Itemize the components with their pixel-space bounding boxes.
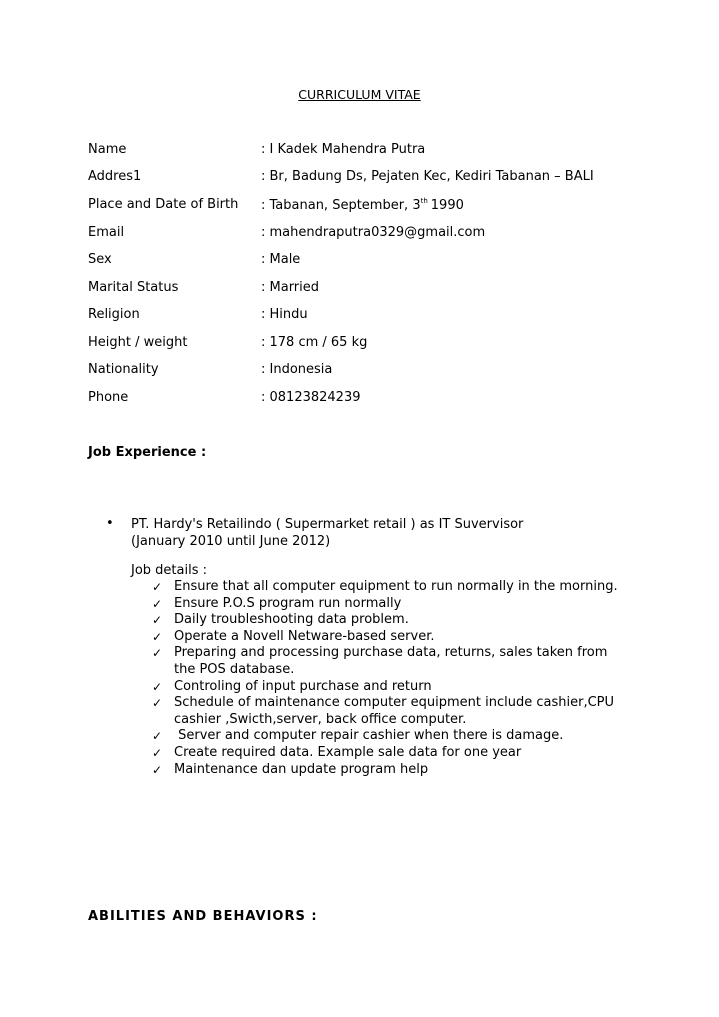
list-item	[152, 629, 632, 646]
info-row-phone	[88, 390, 688, 408]
checkmark-icon: ✓	[152, 679, 163, 694]
detail-text: Create required data. Example sale data for one year	[174, 744, 522, 760]
job-company: PT. Hardy's Retailindo ( Supermarket retail ) as IT Suvervisor	[131, 517, 524, 532]
info-label: Marital Status	[88, 280, 179, 295]
checkmark-icon: ✓	[152, 580, 163, 594]
page-title: CURRICULUM VITAE	[298, 87, 421, 102]
info-label: Name	[88, 142, 127, 157]
checkmark-icon: ✓	[152, 729, 163, 744]
info-row-height-weight	[88, 335, 688, 353]
detail-text: Daily troubleshooting data problem.	[174, 612, 409, 628]
info-row-birth	[88, 197, 688, 215]
checkmark-icon: ✓	[152, 646, 163, 661]
abilities-heading: ABILITIES AND BEHAVIORS :	[88, 909, 318, 924]
info-value: : Hindu	[261, 307, 308, 322]
detail-text: Schedule of maintenance computer equipment include cashier,CPU cashier ,Swicth,server, back office computer.	[174, 695, 615, 727]
detail-text: Ensure that all computer equipment to run normally in the morning.	[174, 579, 618, 594]
list-item	[152, 579, 632, 596]
checkmark-icon: ✓	[152, 745, 163, 760]
info-label: Place and Date of Birth	[88, 197, 239, 212]
job-experience-heading: Job Experience :	[88, 445, 207, 460]
info-row-religion	[88, 307, 688, 325]
info-label: Addres1	[88, 169, 142, 184]
info-row-sex	[88, 252, 688, 270]
info-row-nationality	[88, 362, 688, 380]
info-value-birth	[261, 197, 464, 213]
info-value: : mahendraputra0329@gmail.com	[261, 225, 486, 240]
info-row-marital-status	[88, 280, 688, 298]
info-label: Religion	[88, 307, 140, 322]
birth-year: 1990	[430, 198, 464, 213]
list-item	[152, 728, 632, 745]
birth-date-text: : Tabanan, September, 3	[261, 198, 421, 213]
list-item	[152, 745, 632, 762]
checkmark-icon: ✓	[152, 596, 163, 611]
ordinal-suffix: th	[420, 197, 428, 205]
info-row-email	[88, 225, 688, 243]
info-value: : Br, Badung Ds, Pejaten Kec, Kediri Tabanan – BALI	[261, 169, 594, 184]
checkmark-icon: ✓	[152, 696, 163, 711]
info-value: : I Kadek Mahendra Putra	[261, 142, 426, 157]
list-item	[152, 762, 632, 779]
info-label: Height / weight	[88, 335, 188, 350]
info-value: : 08123824239	[261, 390, 361, 405]
list-item	[152, 596, 632, 613]
job-period: (January 2010 until June 2012)	[131, 534, 331, 549]
info-value: : Married	[261, 280, 320, 295]
info-value: : 178 cm / 65 kg	[261, 335, 368, 350]
job-details-label: Job details :	[131, 563, 207, 578]
bullet-icon: •	[106, 516, 114, 531]
info-row-name	[88, 142, 688, 160]
list-item	[152, 695, 632, 728]
job-entry	[131, 516, 523, 550]
list-item	[152, 645, 632, 678]
info-label: Email	[88, 225, 125, 240]
info-label: Sex	[88, 252, 112, 267]
detail-text: Maintenance dan update program help	[174, 761, 429, 777]
checkmark-icon: ✓	[152, 629, 163, 644]
info-label: Phone	[88, 390, 129, 405]
list-item	[152, 679, 632, 696]
detail-text: Server and computer repair cashier when there is damage.	[174, 728, 564, 744]
checkmark-icon: ✓	[152, 762, 163, 777]
info-row-address	[88, 169, 688, 187]
info-value: : Indonesia	[261, 362, 333, 377]
detail-text: Operate a Novell Netware-based server.	[174, 628, 435, 644]
detail-text: Ensure P.O.S program run normally	[174, 595, 402, 611]
job-details-list	[152, 579, 632, 778]
checkmark-icon: ✓	[152, 613, 163, 628]
detail-text: Controling of input purchase and return	[174, 678, 432, 694]
list-item	[152, 612, 632, 629]
detail-text: Preparing and processing purchase data, returns, sales taken from the POS database.	[174, 645, 608, 677]
info-value: : Male	[261, 252, 301, 267]
info-label: Nationality	[88, 362, 159, 377]
